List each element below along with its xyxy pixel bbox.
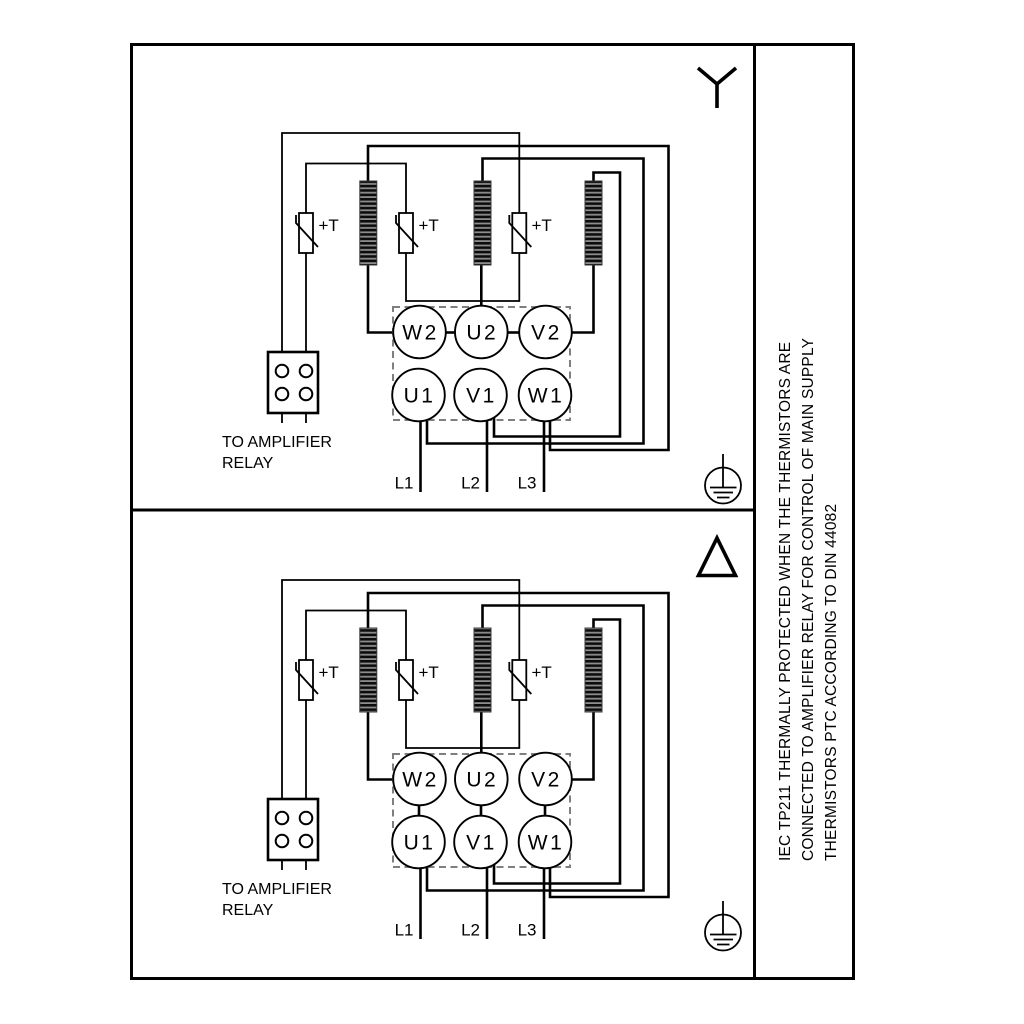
relay-note-line1: TO AMPLIFIER bbox=[222, 881, 332, 898]
ptc-thermistor-symbol bbox=[296, 660, 318, 700]
terminal-label: V1 bbox=[466, 384, 497, 408]
star-connection-panel bbox=[222, 68, 741, 504]
thermistor-circuit-wire bbox=[406, 253, 519, 301]
ptc-thermistor-symbol bbox=[509, 660, 531, 700]
supply-line-label: L1 bbox=[394, 473, 414, 493]
motor-winding-coil bbox=[585, 181, 602, 265]
winding-w-wire bbox=[368, 712, 394, 780]
thermistor-label: +T bbox=[318, 663, 339, 682]
ptc-thermistor-symbol bbox=[396, 660, 418, 700]
supply-line-label: L2 bbox=[461, 473, 480, 493]
amplifier-relay-terminal-block bbox=[268, 799, 318, 860]
relay-note-line1: TO AMPLIFIER bbox=[222, 434, 332, 451]
relay-terminal bbox=[276, 388, 289, 401]
amplifier-relay-terminal-block bbox=[268, 352, 318, 413]
motor-winding-coil bbox=[474, 181, 491, 265]
side-note-line-1: IEC TP211 THERMALLY PROTECTED WHEN THE THERMISTORS ARE bbox=[777, 341, 794, 861]
supply-line-label: L3 bbox=[517, 473, 537, 493]
terminal-label: U1 bbox=[403, 384, 436, 408]
relay-terminal bbox=[276, 812, 289, 825]
thermistor-label: +T bbox=[418, 663, 439, 682]
relay-note-line2: RELAY bbox=[222, 902, 274, 919]
ptc-thermistor-symbol bbox=[296, 213, 318, 253]
relay-terminal bbox=[300, 835, 313, 848]
side-note bbox=[777, 338, 840, 861]
earth-ground-icon bbox=[705, 901, 741, 951]
thermistor-circuit-wire bbox=[306, 611, 406, 661]
motor-winding-coil bbox=[360, 181, 377, 265]
motor-winding-coil bbox=[585, 628, 602, 712]
thermistor-label: +T bbox=[418, 216, 439, 235]
terminal-label: W1 bbox=[527, 831, 565, 855]
relay-terminal bbox=[276, 835, 289, 848]
thermistor-circuit-wire bbox=[306, 164, 406, 214]
supply-line-label: L2 bbox=[461, 920, 480, 940]
terminal-label: U1 bbox=[403, 831, 436, 855]
terminal-label: V1 bbox=[466, 831, 497, 855]
motor-winding-coil bbox=[474, 628, 491, 712]
terminal-label: W2 bbox=[402, 768, 439, 792]
relay-terminal bbox=[300, 388, 313, 401]
motor-winding-coil bbox=[360, 628, 377, 712]
supply-line-label: L3 bbox=[517, 920, 537, 940]
terminal-label: V2 bbox=[531, 321, 562, 345]
relay-terminal bbox=[276, 365, 289, 378]
thermistor-circuit-wire bbox=[406, 700, 519, 748]
terminal-label: U2 bbox=[466, 768, 499, 792]
thermistor-label: +T bbox=[318, 216, 339, 235]
relay-note-line2: RELAY bbox=[222, 455, 274, 472]
ptc-thermistor-symbol bbox=[396, 213, 418, 253]
thermistor-label: +T bbox=[531, 216, 552, 235]
side-note-line-2: CONNECTED TO AMPLIFIER RELAY FOR CONTROL OF MAIN SUPPLY bbox=[800, 337, 817, 861]
terminal-label: U2 bbox=[466, 321, 499, 345]
winding-v-wire bbox=[572, 265, 594, 333]
winding-v-wire bbox=[572, 712, 594, 780]
relay-terminal bbox=[300, 365, 313, 378]
delta-connection-icon bbox=[699, 538, 736, 576]
delta-connection-panel bbox=[222, 538, 741, 951]
ptc-thermistor-symbol bbox=[509, 213, 531, 253]
terminal-label: W1 bbox=[527, 384, 565, 408]
supply-line-label: L1 bbox=[394, 920, 414, 940]
winding-w-wire bbox=[368, 265, 394, 333]
side-note-line-3: THERMISTORS PTC ACCORDING TO DIN 44082 bbox=[823, 503, 840, 861]
relay-terminal bbox=[300, 812, 313, 825]
thermistor-label: +T bbox=[531, 663, 552, 682]
earth-ground-icon bbox=[705, 454, 741, 504]
star-connection-icon bbox=[698, 68, 736, 108]
terminal-label: V2 bbox=[531, 768, 562, 792]
terminal-label: W2 bbox=[402, 321, 439, 345]
